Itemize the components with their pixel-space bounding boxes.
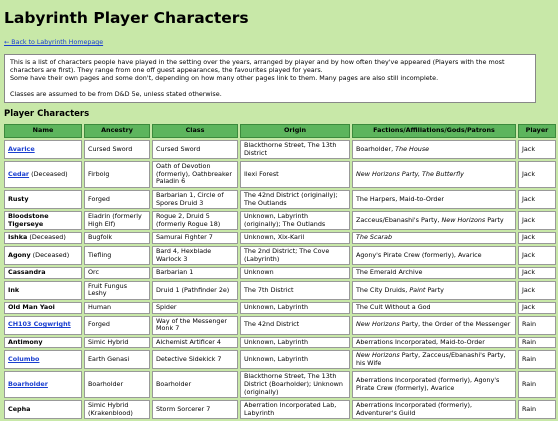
cell-ancestry: Orc: [84, 267, 150, 279]
cell-origin: The 42nd District (originally); The Outlands: [240, 190, 350, 209]
cell-factions: [352, 190, 516, 209]
faction-text: The Butterfly: [422, 169, 464, 178]
table-row: [4, 190, 556, 209]
cell-name: [4, 400, 82, 419]
cell-factions: [352, 337, 516, 349]
cell-name: [4, 246, 82, 265]
cell-name[interactable]: [4, 371, 82, 398]
cell-ancestry: Fruit Fungus Leshy: [84, 281, 150, 300]
cell-factions: [352, 281, 516, 300]
faction-text: Party, the Order of the Messenger: [399, 320, 511, 329]
faction-text: Party, Zacceus/Ebanashi's Party, his Wife: [356, 351, 506, 367]
cell-ancestry: Forged: [84, 316, 150, 335]
cell-factions: [352, 302, 516, 314]
character-name: Antimony: [8, 337, 43, 346]
table-row: [4, 316, 556, 335]
table-row: [4, 232, 556, 244]
cell-ancestry: Simic Hybrid (Krakenblood): [84, 400, 150, 419]
cell-origin: Unknown, Xix-Karil: [240, 232, 350, 244]
cell-name[interactable]: [4, 140, 82, 159]
cell-player: Jack: [518, 190, 556, 209]
cell-class: Cursed Sword: [152, 140, 238, 159]
cell-name: [4, 211, 82, 230]
table-header-row: [4, 124, 556, 138]
cell-factions: [352, 267, 516, 279]
cell-player: Jack: [518, 246, 556, 265]
character-status-note: (Deceased): [29, 169, 68, 178]
cell-ancestry: Cursed Sword: [84, 140, 150, 159]
intro-paragraph-1: This is a list of characters people have played in the setting over the years, arranged by player and by how often they've appeared (Players with the most characters are first). They range from one off guest appearances, the favourites played for years.: [10, 58, 505, 74]
cell-name[interactable]: [4, 161, 82, 188]
table-row: [4, 161, 556, 188]
cell-factions: [352, 350, 516, 369]
cell-class: Alchemist Artificer 4: [152, 337, 238, 349]
column-header-name: Name: [4, 124, 82, 138]
cell-ancestry: Earth Genasi: [84, 350, 150, 369]
cell-factions: [352, 371, 516, 398]
table-row: [4, 302, 556, 314]
cell-class: Spider: [152, 302, 238, 314]
faction-text: The House: [395, 144, 430, 153]
cell-player: Rain: [518, 400, 556, 419]
cell-class: Barbarian 1: [152, 267, 238, 279]
cell-class: Bard 4, Hexblade Warlock 3: [152, 246, 238, 265]
cell-name: [4, 267, 82, 279]
faction-text: The Harpers, Maid-to-Order: [356, 194, 445, 203]
table-row: [4, 350, 556, 369]
cell-origin: Unknown, Labyrinth (originally); The Outlands: [240, 211, 350, 230]
cell-origin: The 42nd District: [240, 316, 350, 335]
cell-class: Samurai Fighter 7: [152, 232, 238, 244]
cell-factions: [352, 316, 516, 335]
cell-name[interactable]: [4, 350, 82, 369]
cell-player: Jack: [518, 267, 556, 279]
faction-text: Paint: [409, 285, 426, 294]
cell-player: Jack: [518, 232, 556, 244]
cell-player: Jack: [518, 302, 556, 314]
faction-text: Party: [425, 285, 444, 294]
cell-ancestry: Bugfolk: [84, 232, 150, 244]
cell-origin: Unknown, Labyrinth: [240, 337, 350, 349]
faction-text: New Horizons: [356, 351, 400, 360]
cell-name: [4, 281, 82, 300]
cell-name[interactable]: [4, 316, 82, 335]
character-link[interactable]: Boarholder: [8, 380, 48, 389]
faction-text: Aberrations Incorporated (formerly), Adventurer's Guild: [356, 401, 473, 417]
character-link[interactable]: Columbo: [8, 355, 40, 364]
cell-factions: [352, 232, 516, 244]
cell-player: Jack: [518, 140, 556, 159]
faction-text: The Scarab: [356, 233, 393, 242]
character-name: Ink: [8, 285, 20, 294]
cell-origin: The 2nd District; The Cove (Labyrinth): [240, 246, 350, 265]
character-name: Cepha: [8, 405, 31, 414]
faction-text: Agony's Pirate Crew (formerly), Avarice: [356, 250, 482, 259]
column-header-factions: Factions/Affiliations/Gods/Patrons: [352, 124, 516, 138]
character-name: Rusty: [8, 194, 29, 203]
character-name: Cassandra: [8, 268, 46, 277]
cell-class: Druid 1 (Pathfinder 2e): [152, 281, 238, 300]
faction-text: Aberrations Incorporated (formerly), Agony's Pirate Crew (formerly), Avarice: [356, 376, 500, 392]
cell-ancestry: Boarholder: [84, 371, 150, 398]
table-row: [4, 140, 556, 159]
faction-text: The City Druids,: [356, 285, 410, 294]
table-body: [4, 140, 556, 419]
cell-factions: [352, 246, 516, 265]
column-header-ancestry: Ancestry: [84, 124, 150, 138]
cell-player: Rain: [518, 371, 556, 398]
cell-ancestry: Human: [84, 302, 150, 314]
cell-origin: Blackthorne Street, The 13th District: [240, 140, 350, 159]
character-link[interactable]: Avarice: [8, 144, 35, 153]
character-link[interactable]: Cedar: [8, 169, 30, 178]
table-row: [4, 211, 556, 230]
cell-ancestry: Forged: [84, 190, 150, 209]
cell-class: Barbarian 1, Circle of Spores Druid 3: [152, 190, 238, 209]
cell-factions: [352, 161, 516, 188]
table-row: [4, 246, 556, 265]
cell-factions: [352, 140, 516, 159]
cell-factions: [352, 400, 516, 419]
cell-name: [4, 302, 82, 314]
characters-table: [2, 122, 558, 421]
cell-origin: Aberration Incorporated Lab, Labyrinth: [240, 400, 350, 419]
table-row: [4, 337, 556, 349]
section-title: Player Characters: [4, 109, 90, 119]
cell-origin: Unknown, Labyrinth: [240, 302, 350, 314]
faction-text: The Cult Without a God: [356, 302, 431, 311]
back-to-homepage-link[interactable]: ← Back to Labyrinth Homepage: [4, 39, 104, 46]
cell-origin: The 7th District: [240, 281, 350, 300]
faction-text: New Horizons: [356, 320, 400, 329]
cell-name: [4, 232, 82, 244]
table-row: [4, 400, 556, 419]
cell-ancestry: Simic Hybrid: [84, 337, 150, 349]
cell-class: Oath of Devotion (formerly), Oathbreaker Paladin 6: [152, 161, 238, 188]
table-row: [4, 371, 556, 398]
column-header-class: Class: [152, 124, 238, 138]
cell-factions: [352, 211, 516, 230]
cell-player: Rain: [518, 350, 556, 369]
faction-text: Zacceus/Ebanashi's Party,: [356, 215, 442, 224]
faction-text: Party: [485, 215, 504, 224]
faction-text: The Emerald Archive: [356, 268, 423, 277]
intro-box: [4, 54, 536, 103]
character-status-note: (Deceased): [30, 250, 70, 259]
cell-player: Jack: [518, 281, 556, 300]
character-name: Old Man Yaoi: [8, 302, 55, 311]
intro-paragraph-3: Classes are assumed to be from D&D 5e, unless stated otherwise.: [10, 90, 222, 98]
cell-origin: Ilexi Forest: [240, 161, 350, 188]
cell-ancestry: Firbolg: [84, 161, 150, 188]
cell-name: [4, 337, 82, 349]
cell-origin: Unknown, Labyrinth: [240, 350, 350, 369]
table-row: [4, 281, 556, 300]
cell-ancestry: Tiefling: [84, 246, 150, 265]
character-link[interactable]: CH103 Cogwright: [8, 320, 71, 329]
faction-text: New Horizons Party,: [356, 169, 423, 178]
cell-class: Rogue 2, Druid 5 (formerly Rogue 18): [152, 211, 238, 230]
character-name: Agony: [8, 250, 31, 259]
cell-player: Rain: [518, 316, 556, 335]
cell-origin: Blackthorne Street, The 13th District (Boarholder); Unknown (originally): [240, 371, 350, 398]
cell-name: [4, 190, 82, 209]
intro-paragraph-2: Some have their own pages and some don't, depending on how many other pages link to them. Many pages are also still incomplete.: [10, 74, 439, 82]
faction-text: Boarholder,: [356, 144, 396, 153]
cell-origin: Unknown: [240, 267, 350, 279]
cell-player: Jack: [518, 211, 556, 230]
faction-text: Aberrations Incorporated, Maid-to-Order: [356, 337, 485, 346]
cell-class: Way of the Messenger Monk 7: [152, 316, 238, 335]
character-status-note: (Deceased): [27, 233, 66, 242]
cell-class: Detective Sidekick 7: [152, 350, 238, 369]
cell-class: Boarholder: [152, 371, 238, 398]
page-title: Labyrinth Player Characters: [4, 9, 249, 27]
column-header-player: Player: [518, 124, 556, 138]
table-row: [4, 267, 556, 279]
cell-class: Storm Sorcerer 7: [152, 400, 238, 419]
cell-player: Jack: [518, 161, 556, 188]
cell-ancestry: Eladrin (formerly High Elf): [84, 211, 150, 230]
column-header-origin: Origin: [240, 124, 350, 138]
cell-player: Rain: [518, 337, 556, 349]
character-name: Bloodstone Tigerseye: [8, 212, 49, 228]
faction-text: New Horizons: [441, 215, 486, 224]
character-name: Ishka: [8, 233, 28, 242]
